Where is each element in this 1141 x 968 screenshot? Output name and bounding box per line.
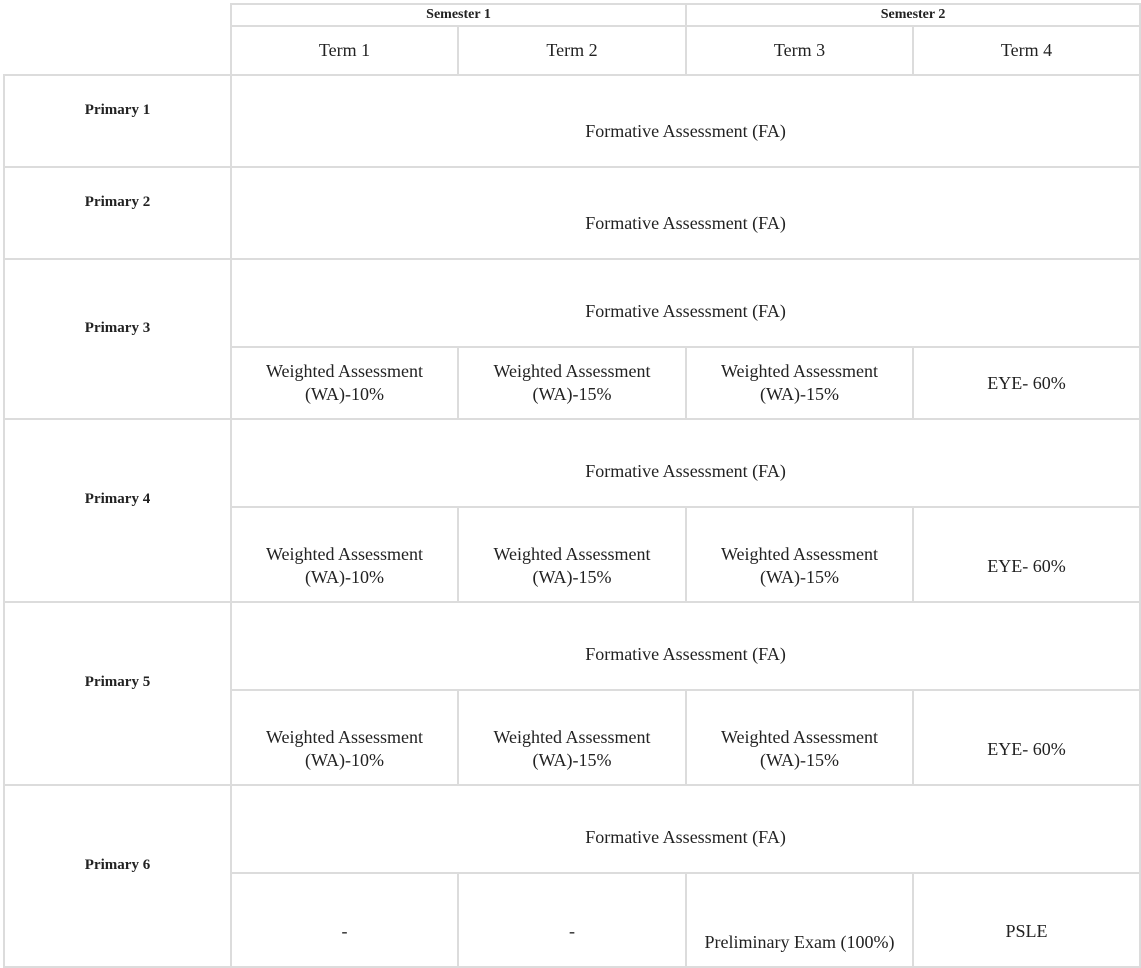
term-3-cell: Weighted Assessment (WA)-15% xyxy=(686,347,913,419)
semester-1-header: Semester 1 xyxy=(231,4,686,26)
level-label: Primary 4 xyxy=(4,419,231,602)
formative-assessment-cell: Formative Assessment (FA) xyxy=(231,419,1140,507)
table-row xyxy=(4,167,1140,259)
term-4-cell: EYE- 60% xyxy=(913,507,1140,602)
table-row xyxy=(4,785,1140,873)
term-3-header: Term 3 xyxy=(686,26,913,75)
table-row xyxy=(4,259,1140,347)
term-3-cell: Weighted Assessment (WA)-15% xyxy=(686,507,913,602)
term-1-header: Term 1 xyxy=(231,26,458,75)
table-row xyxy=(4,419,1140,507)
term-2-header: Term 2 xyxy=(458,26,686,75)
term-3-cell: Weighted Assessment (WA)-15% xyxy=(686,690,913,785)
formative-assessment-cell: Formative Assessment (FA) xyxy=(231,75,1140,167)
semester-2-header: Semester 2 xyxy=(686,4,1140,26)
term-2-cell: Weighted Assessment (WA)-15% xyxy=(458,347,686,419)
term-1-cell: - xyxy=(231,873,458,967)
term-2-cell: Weighted Assessment (WA)-15% xyxy=(458,507,686,602)
term-1-cell: Weighted Assessment (WA)-10% xyxy=(231,347,458,419)
corner-cell xyxy=(4,4,231,75)
formative-assessment-cell: Formative Assessment (FA) xyxy=(231,259,1140,347)
assessment-table xyxy=(3,3,1141,968)
formative-assessment-cell: Formative Assessment (FA) xyxy=(231,602,1140,690)
term-2-cell: - xyxy=(458,873,686,967)
term-4-cell: EYE- 60% xyxy=(913,347,1140,419)
term-4-header: Term 4 xyxy=(913,26,1140,75)
level-label: Primary 5 xyxy=(4,602,231,785)
level-label: Primary 2 xyxy=(4,167,231,259)
level-label: Primary 6 xyxy=(4,785,231,967)
semester-header-row xyxy=(4,4,1140,26)
term-1-cell: Weighted Assessment (WA)-10% xyxy=(231,507,458,602)
term-4-cell: PSLE xyxy=(913,873,1140,967)
table-row xyxy=(4,75,1140,167)
formative-assessment-cell: Formative Assessment (FA) xyxy=(231,785,1140,873)
term-2-cell: Weighted Assessment (WA)-15% xyxy=(458,690,686,785)
term-1-cell: Weighted Assessment (WA)-10% xyxy=(231,690,458,785)
term-3-cell: Preliminary Exam (100%) xyxy=(686,873,913,967)
level-label: Primary 1 xyxy=(4,75,231,167)
formative-assessment-cell: Formative Assessment (FA) xyxy=(231,167,1140,259)
level-label: Primary 3 xyxy=(4,259,231,419)
term-4-cell: EYE- 60% xyxy=(913,690,1140,785)
table-row xyxy=(4,602,1140,690)
